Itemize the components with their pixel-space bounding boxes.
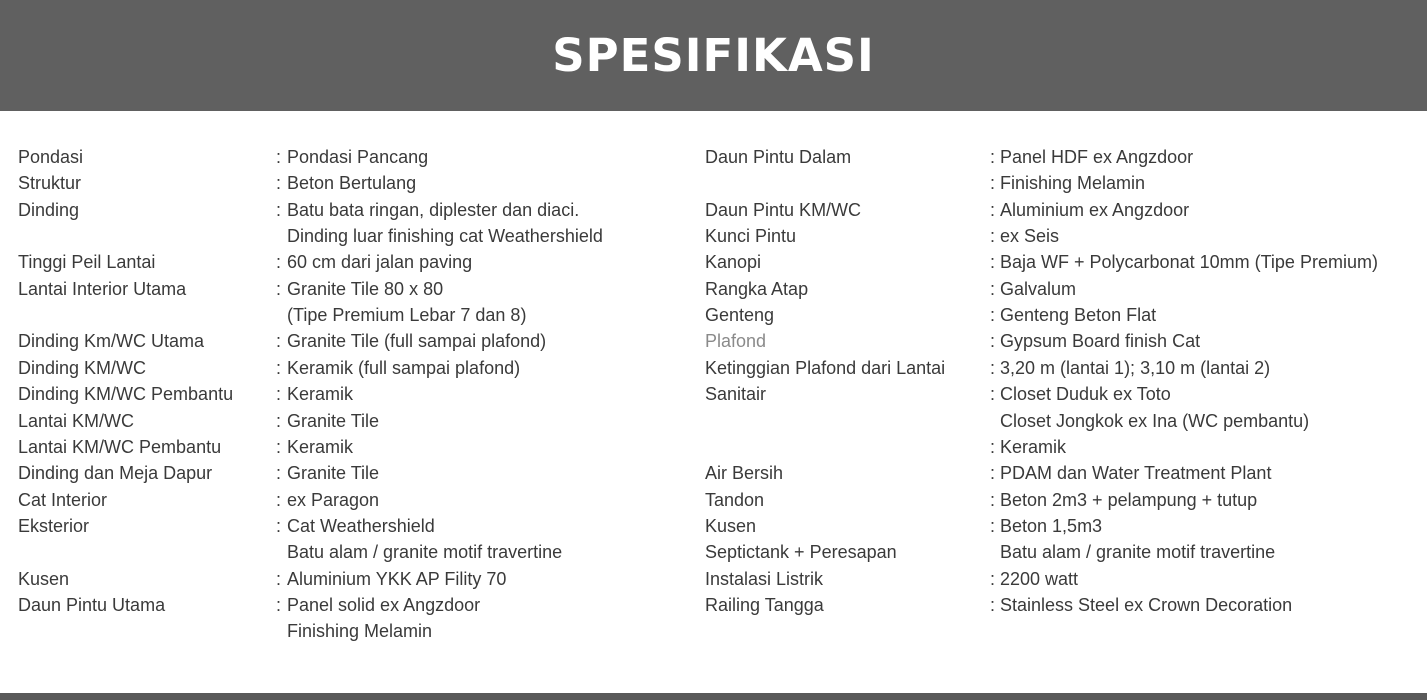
spec-value: Beton Bertulang — [287, 173, 417, 194]
spec-value: Keramik — [287, 384, 354, 405]
spec-row — [18, 276, 698, 302]
spec-value: Beton 1,5m3 — [1000, 515, 1103, 536]
spec-label: Railing Tangga — [705, 594, 824, 615]
spec-label: Dinding Km/WC Utama — [18, 331, 205, 352]
spec-row — [705, 355, 1425, 381]
spec-value: Keramik — [287, 436, 354, 457]
spec-row — [705, 434, 1425, 460]
spec-separator: : — [990, 489, 996, 510]
spec-label: Tinggi Peil Lantai — [18, 252, 156, 273]
spec-row — [18, 408, 698, 434]
spec-separator: : — [276, 436, 282, 457]
spec-row — [18, 487, 698, 513]
spec-separator: : — [990, 436, 996, 457]
spec-row — [18, 618, 698, 644]
spec-value: Panel HDF ex Angzdoor — [1000, 147, 1194, 167]
spec-label: Lantai KM/WC — [18, 410, 135, 431]
spec-separator: : — [276, 252, 282, 273]
spec-separator: : — [990, 305, 996, 326]
spec-separator: : — [276, 357, 282, 378]
spec-value: ex Seis — [1000, 226, 1060, 247]
spec-value: 60 cm dari jalan paving — [287, 252, 473, 273]
spec-row — [705, 249, 1425, 275]
spec-row — [705, 592, 1425, 618]
spec-row — [705, 328, 1425, 354]
spec-row — [705, 460, 1425, 486]
footer-bar — [0, 693, 1427, 700]
spec-row — [18, 144, 698, 170]
spec-value: (Tipe Premium Lebar 7 dan 8) — [287, 305, 527, 326]
spec-value: Granite Tile 80 x 80 — [287, 278, 444, 299]
spec-value: Closet Duduk ex Toto — [1000, 384, 1171, 405]
spec-label: Pondasi — [18, 147, 84, 167]
spec-separator: : — [990, 463, 996, 484]
spec-label: Cat Interior — [18, 489, 108, 510]
spec-row — [18, 592, 698, 618]
spec-label: Kanopi — [705, 252, 762, 273]
spec-row — [18, 170, 698, 196]
spec-separator: : — [276, 515, 282, 536]
spec-row — [18, 328, 698, 354]
spec-value: Batu alam / granite motif travertine — [287, 542, 563, 563]
spec-label: Dinding — [18, 199, 80, 220]
spec-value: Pondasi Pancang — [287, 147, 429, 167]
spec-row — [705, 381, 1425, 407]
spec-value: Panel solid ex Angzdoor — [287, 594, 481, 615]
spec-separator: : — [990, 331, 996, 352]
spec-row — [18, 355, 698, 381]
spec-row — [705, 302, 1425, 328]
spec-label: Ketinggian Plafond dari Lantai — [705, 357, 946, 378]
spec-row — [705, 276, 1425, 302]
spec-row — [18, 381, 698, 407]
spec-value: PDAM dan Water Treatment Plant — [1000, 463, 1272, 484]
spec-value: Galvalum — [1000, 278, 1077, 299]
spec-label: Lantai KM/WC Pembantu — [18, 436, 222, 457]
spec-separator: : — [276, 278, 282, 299]
spec-label: Rangka Atap — [705, 278, 809, 299]
spec-separator: : — [990, 226, 996, 247]
spec-label: Kunci Pintu — [705, 226, 797, 247]
spec-label: Kusen — [705, 515, 757, 536]
spec-row — [18, 249, 698, 275]
spec-value: Keramik — [1000, 436, 1067, 457]
spec-separator: : — [276, 568, 282, 589]
spec-label: Septictank + Peresapan — [705, 542, 897, 563]
spec-row — [18, 223, 698, 249]
spec-value: Closet Jongkok ex Ina (WC pembantu) — [1000, 410, 1310, 431]
spec-value: Keramik (full sampai plafond) — [287, 357, 521, 378]
spec-row — [18, 460, 698, 486]
page-title: SPESIFIKASI — [552, 29, 875, 82]
spec-label: Lantai Interior Utama — [18, 278, 187, 299]
spec-value: Aluminium YKK AP Fility 70 — [287, 568, 507, 589]
spec-row — [705, 197, 1425, 223]
spec-row — [705, 487, 1425, 513]
spec-separator: : — [990, 384, 996, 405]
spec-separator: : — [276, 489, 282, 510]
spec-label: Struktur — [18, 173, 82, 194]
spec-row — [18, 566, 698, 592]
spec-value: Stainless Steel ex Crown Decoration — [1000, 594, 1293, 615]
spec-label: Plafond — [705, 331, 767, 352]
spec-label: Kusen — [18, 568, 70, 589]
spec-row — [18, 197, 698, 223]
spec-row — [18, 434, 698, 460]
spec-separator: : — [990, 252, 996, 273]
spec-separator: : — [276, 147, 282, 167]
spec-separator: : — [990, 568, 996, 589]
spec-value: Cat Weathershield — [287, 515, 435, 536]
spec-value: Gypsum Board finish Cat — [1000, 331, 1201, 352]
spec-separator: : — [276, 384, 282, 405]
header-banner — [0, 0, 1427, 111]
spec-row — [705, 408, 1425, 434]
spec-value: Granite Tile (full sampai plafond) — [287, 331, 547, 352]
spec-row — [705, 513, 1425, 539]
spec-label: Eksterior — [18, 515, 90, 536]
spec-separator: : — [990, 147, 996, 167]
spec-value: Granite Tile — [287, 410, 380, 431]
spec-separator: : — [276, 331, 282, 352]
spec-separator: : — [276, 594, 282, 615]
spec-label: Genteng — [705, 305, 775, 326]
spec-label: Dinding KM/WC Pembantu — [18, 384, 234, 405]
spec-row — [705, 539, 1425, 565]
spec-row — [18, 513, 698, 539]
spec-value: 3,20 m (lantai 1); 3,10 m (lantai 2) — [1000, 357, 1271, 378]
spec-label: Dinding KM/WC — [18, 357, 147, 378]
spec-row — [18, 539, 698, 565]
spec-value: Aluminium ex Angzdoor — [1000, 199, 1190, 220]
spec-separator: : — [276, 410, 282, 431]
spec-separator: : — [990, 357, 996, 378]
spec-label: Sanitair — [705, 384, 767, 405]
spec-value: Granite Tile — [287, 463, 380, 484]
spec-value: ex Paragon — [287, 489, 380, 510]
spec-value: Dinding luar finishing cat Weathershield — [287, 226, 603, 247]
spec-value: Genteng Beton Flat — [1000, 305, 1157, 326]
spec-separator: : — [990, 278, 996, 299]
spec-separator: : — [276, 199, 282, 220]
spec-row — [18, 302, 698, 328]
spec-label: Dinding dan Meja Dapur — [18, 463, 213, 484]
spec-value: Baja WF + Polycarbonat 10mm (Tipe Premium) — [1000, 252, 1378, 273]
spec-separator: : — [990, 199, 996, 220]
spec-separator: : — [990, 594, 996, 615]
spec-value: Beton 2m3 + pelampung + tutup — [1000, 489, 1258, 510]
spec-value: Finishing Melamin — [287, 621, 433, 642]
spec-row — [705, 144, 1425, 170]
spec-separator: : — [276, 173, 282, 194]
spec-value: 2200 watt — [1000, 568, 1079, 589]
spec-value: Finishing Melamin — [1000, 173, 1146, 194]
spec-separator: : — [990, 173, 996, 194]
spec-label: Daun Pintu Utama — [18, 594, 166, 615]
spec-label: Daun Pintu KM/WC — [705, 199, 862, 220]
spec-label: Instalasi Listrik — [705, 568, 824, 589]
spec-row — [705, 223, 1425, 249]
spec-label: Air Bersih — [705, 463, 784, 484]
spec-label: Daun Pintu Dalam — [705, 147, 852, 167]
spec-separator: : — [990, 515, 996, 536]
spec-value: Batu alam / granite motif travertine — [1000, 542, 1276, 563]
spec-row — [705, 170, 1425, 196]
spec-row — [705, 566, 1425, 592]
spec-separator: : — [276, 463, 282, 484]
spec-label: Tandon — [705, 489, 765, 510]
spec-value: Batu bata ringan, diplester dan diaci. — [287, 199, 580, 220]
